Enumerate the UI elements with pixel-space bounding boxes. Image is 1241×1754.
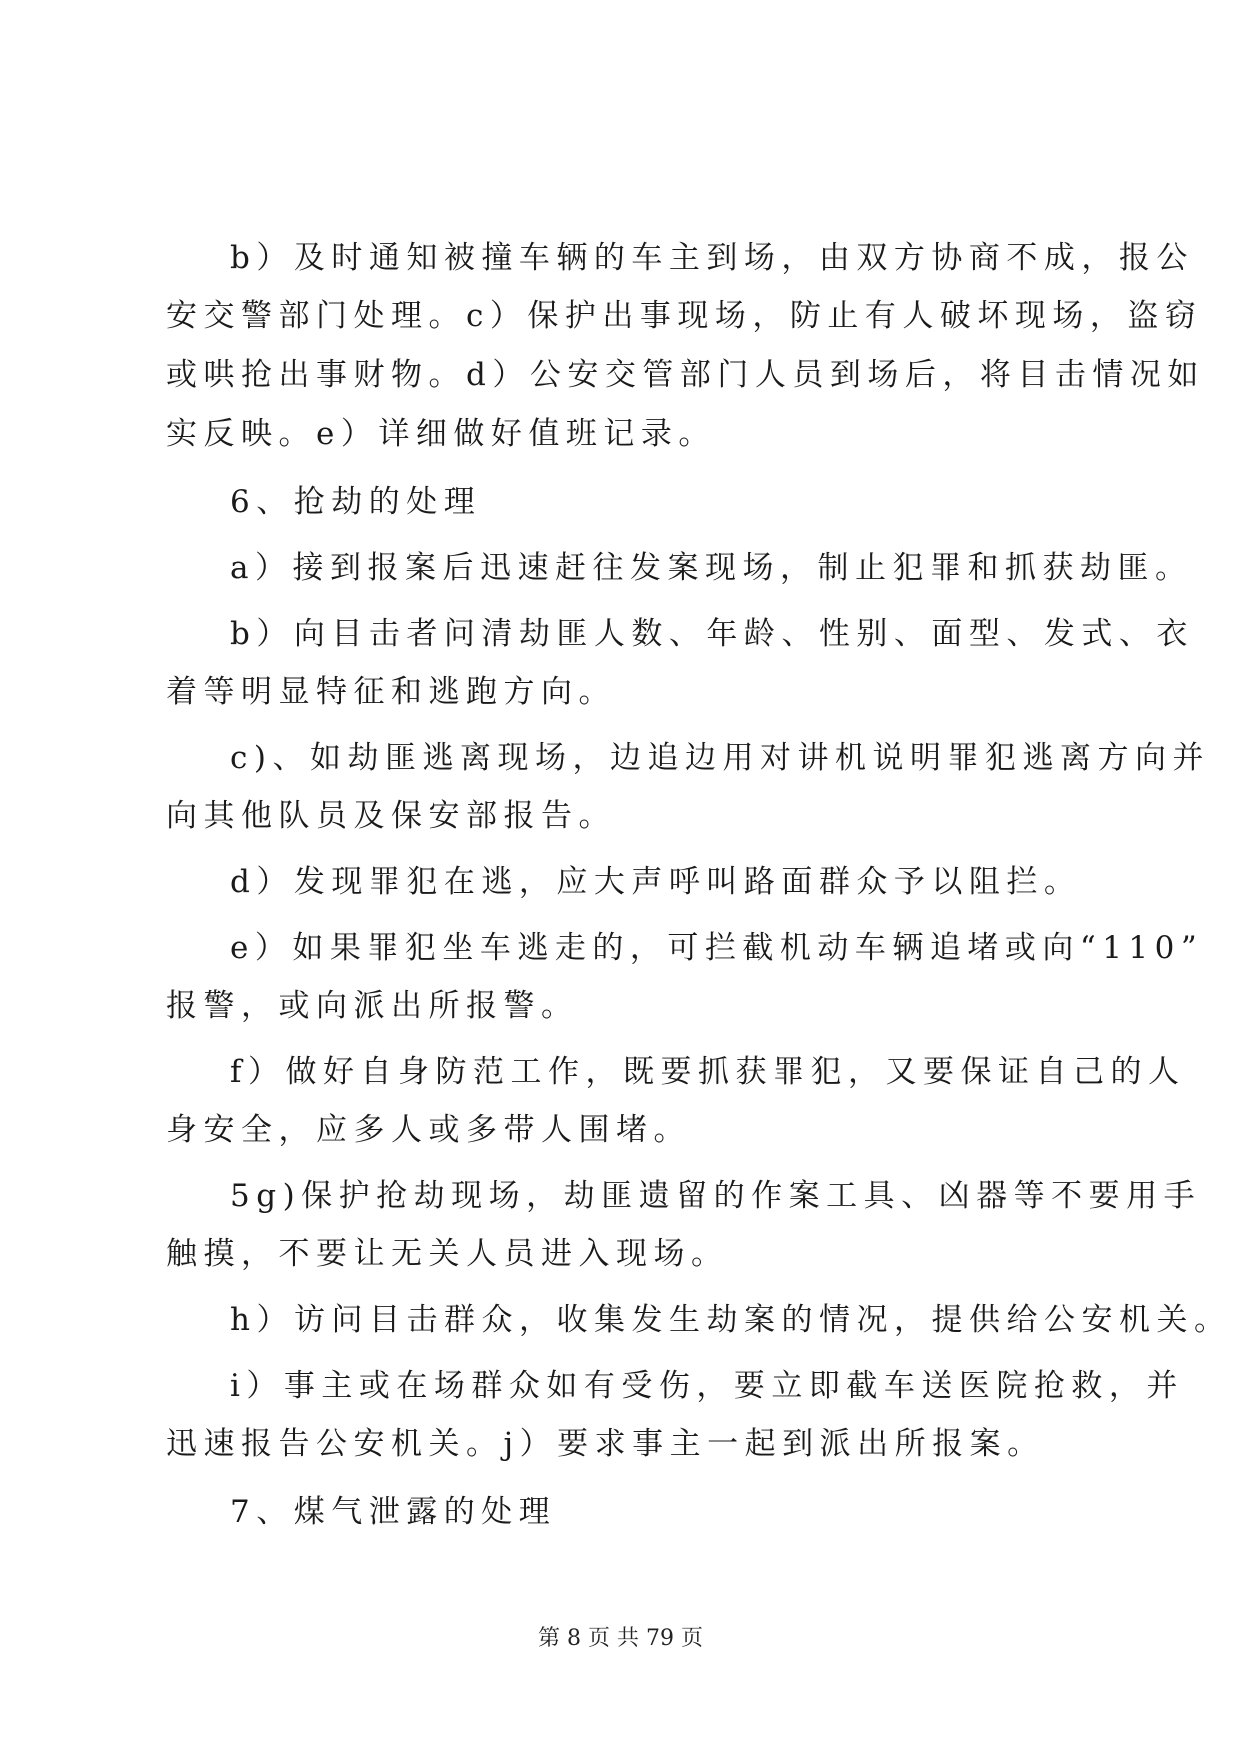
text-line: e）如果罪犯坐车逃走的，可拦截机动车辆追堵或向“110” [230,930,1204,966]
text-line: 5g)保护抢劫现场，劫匪遗留的作案工具、凶器等不要用手 [230,1178,1202,1214]
text-line: 向其他队员及保安部报告。 [166,798,616,834]
section-heading: 7、煤气泄露的处理 [230,1494,557,1530]
section-heading: 6、抢劫的处理 [230,484,482,520]
text-line: 着等明显特征和逃跑方向。 [166,674,616,710]
text-line: i）事主或在场群众如有受伤，要立即截车送医院抢救，并 [230,1368,1184,1404]
text-line: b）及时通知被撞车辆的车主到场，由双方协商不成，报公 [230,240,1194,276]
text-line: 实反映。e）详细做好值班记录。 [166,416,716,452]
text-line: h）访问目击群众，收集发生劫案的情况，提供给公安机关。 [230,1302,1232,1338]
text-line: f）做好自身防范工作，既要抓获罪犯，又要保证自己的人 [230,1054,1186,1090]
text-line: a）接到报案后迅速赶往发案现场，制止犯罪和抓获劫匪。 [230,550,1193,586]
text-line: d）发现罪犯在逃，应大声呼叫路面群众予以阻拦。 [230,864,1082,900]
text-line: 报警，或向派出所报警。 [166,988,579,1024]
page-number: 第 8 页 共 79 页 [538,1626,703,1651]
text-line: b）向目击者问清劫匪人数、年龄、性别、面型、发式、衣 [230,616,1194,652]
text-line: 安交警部门处理。c）保护出事现场，防止有人破坏现场，盗窃 [166,298,1203,334]
text-line: 迅速报告公安机关。j）要求事主一起到派出所报案。 [166,1426,1045,1462]
text-line: c)、如劫匪逃离现场，边追边用对讲机说明罪犯逃离方向并 [230,740,1210,776]
text-line: 触摸，不要让无关人员进入现场。 [166,1236,729,1272]
text-line: 或哄抢出事财物。d）公安交管部门人员到场后，将目击情况如 [166,357,1205,393]
text-line: 身安全，应多人或多带人围堵。 [166,1112,691,1148]
